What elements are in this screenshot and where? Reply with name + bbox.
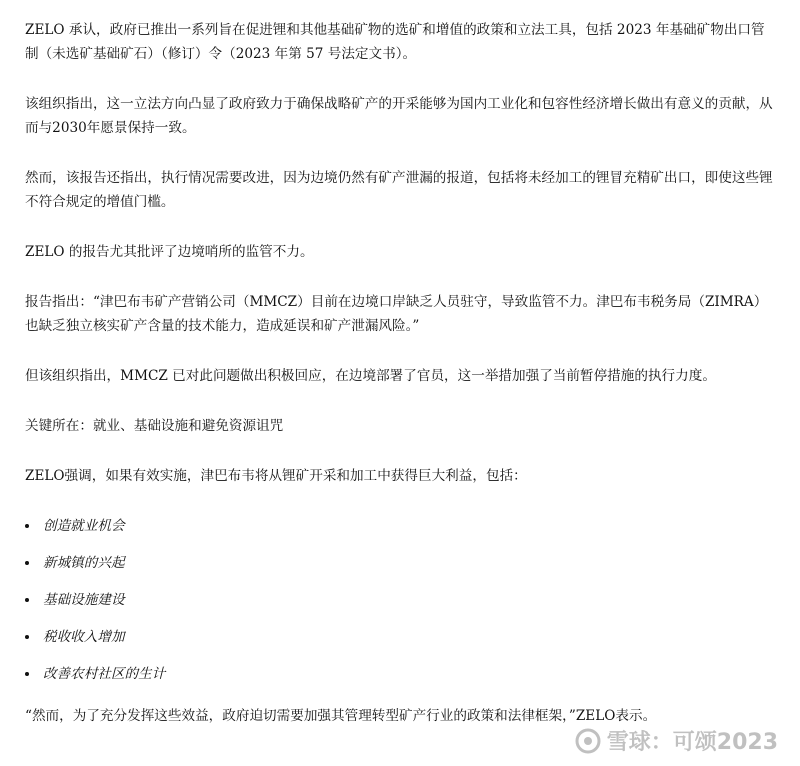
list-item-text: 新城镇的兴起 (43, 555, 125, 571)
article-body (25, 18, 777, 728)
paragraph-5: 报告指出：“津巴布韦矿产营销公司（MMCZ）目前在边境口岸缺乏人员驻守，导致监管不力。津巴布韦税务局（ZIMRA）也缺乏独立核实矿产含量的技术能力，造成延误和矿产泄漏风险。” (25, 294, 768, 334)
section-heading: 关键所在：就业、基础设施和避免资源诅咒 (25, 418, 284, 434)
bullet-icon (25, 524, 29, 528)
snowball-logo-icon (575, 728, 601, 754)
list-item (25, 662, 777, 699)
paragraph-4: ZELO 的报告尤其批评了边境哨所的监管不力。 (25, 244, 314, 260)
list-item-text: 改善农村社区的生计 (43, 666, 166, 682)
watermark (575, 725, 778, 756)
list-item (25, 551, 777, 588)
paragraph-2: 该组织指出，这一立法方向凸显了政府致力于确保战略矿产的开采能够为国内工业化和包容性经济增长做出有意义的贡献，从而与2030年愿景保持一致。 (25, 96, 773, 136)
closing-quote: “然而，为了充分发挥这些效益，政府迫切需要加强其管理转型矿产行业的政策和法律框架，”ZELO表示。 (25, 708, 657, 724)
paragraph-7: ZELO强调，如果有效实施，津巴布韦将从锂矿开采和加工中获得巨大利益，包括： (25, 468, 527, 484)
list-item-text: 创造就业机会 (43, 518, 125, 534)
bullet-icon (25, 598, 29, 602)
paragraph-1: ZELO 承认，政府已推出一系列旨在促进锂和其他基础矿物的选矿和增值的政策和立法工具，包括 2023 年基础矿物出口管制（未选矿基础矿石）（修订）令（2023 年第 57 号法定文书）。 (25, 22, 765, 62)
list-item (25, 514, 777, 551)
bullet-icon (25, 635, 29, 639)
watermark-text: 雪球：可颂2023 (606, 730, 778, 755)
bullet-icon (25, 561, 29, 565)
paragraph-6: 但该组织指出，MMCZ 已对此问题做出积极回应，在边境部署了官员，这一举措加强了当前暂停措施的执行力度。 (25, 368, 716, 384)
list-item-text: 基础设施建设 (43, 592, 125, 608)
bullet-icon (25, 672, 29, 676)
benefits-list (25, 514, 777, 699)
list-item (25, 588, 777, 625)
list-item (25, 625, 777, 662)
paragraph-3: 然而，该报告还指出，执行情况需要改进，因为边境仍然有矿产泄漏的报道，包括将未经加工的锂冒充精矿出口，即使这些锂不符合规定的增值门槛。 (25, 170, 773, 210)
list-item-text: 税收收入增加 (43, 629, 125, 645)
